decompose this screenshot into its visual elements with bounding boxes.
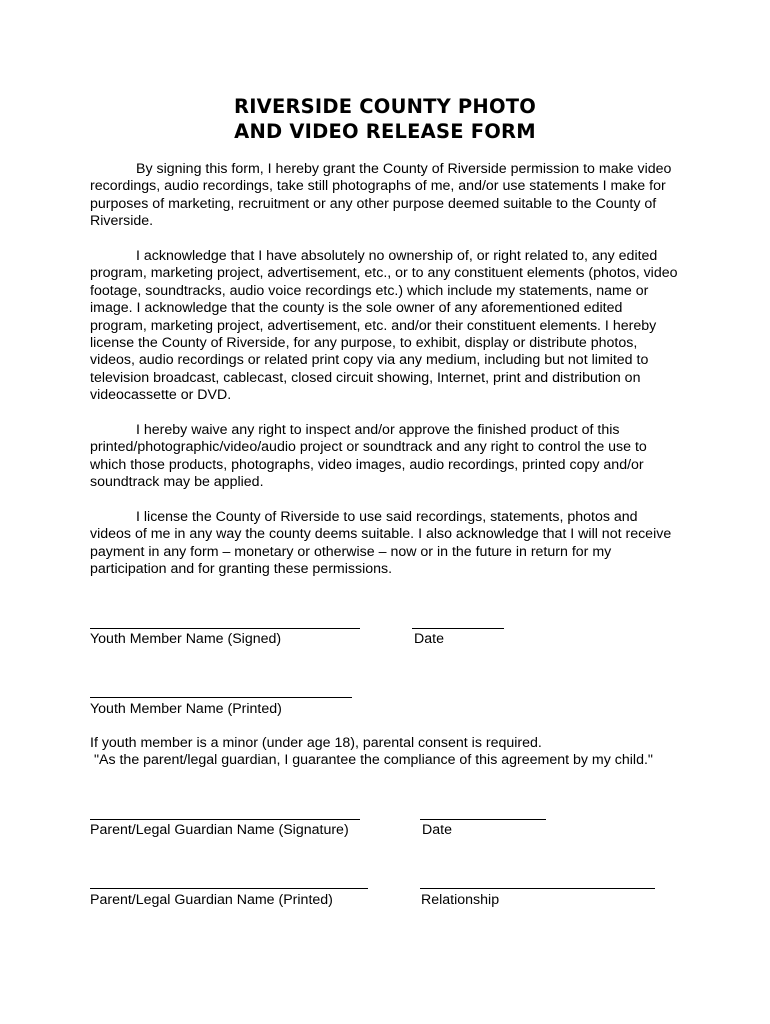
paragraph-acknowledge-text: I acknowledge that I have absolutely no ownership of, or right related to, any edited program, marketing project, advertisement, etc., or to any constituent elements (photos, video footage, soundtracks, audio voice recordings etc.) which include my statements, name or image. I acknowledge that the county is the sole owner of any aforementioned edited program, marketing project, advertisement, etc. and/or their constituent elements. I hereby license the County of Riverside, for any purpose, to exhibit, display or distribute photos, videos, audio recordings or related print copy via any medium, including but not limited to television broadcast, cablecast, closed circuit showing, Internet, print and distribution on videocassette or DVD. — [90, 248, 678, 404]
page-title — [0, 94, 770, 144]
consent-line-2: "As the parent/legal guardian, I guarantee the compliance of this agreement by my child." — [90, 752, 653, 769]
paragraph-license-text: I license the County of Riverside to use said recordings, statements, photos and videos of me in any way the county deems suitable. I also acknowledge that I will not receive payment in any form – monetary or otherwise – now or in the future in return for my participation and for granting these permissions. — [90, 509, 672, 578]
paragraph-grant — [90, 161, 682, 231]
youth-signed-label: Youth Member Name (Signed) — [90, 631, 282, 647]
paragraph-grant-text: By signing this form, I hereby grant the County of Riverside permission to make video recordings, audio recordings, take still photographs of me, and/or use statements I make for purposes of marketing, recruitment or any other purpose deemed suitable to the County of Riverside. — [90, 161, 672, 230]
youth-printed-line[interactable] — [90, 697, 352, 698]
paragraph-waive-text: I hereby waive any right to inspect and/or approve the finished product of this printed/photographic/video/audio project or soundtrack and any right to control the use to which those products, photographs, video images, audio recordings, printed copy and/or soundtrack may be applied. — [90, 422, 647, 491]
paragraph-acknowledge — [90, 248, 682, 405]
paragraph-waive — [90, 422, 682, 492]
title-line-1: RIVERSIDE COUNTY PHOTO — [233, 95, 536, 118]
date-line-2[interactable] — [420, 819, 546, 820]
relationship-label: Relationship — [421, 892, 500, 908]
parent-signature-line[interactable] — [90, 819, 360, 820]
consent-line-1: If youth member is a minor (under age 18), parental consent is required. — [90, 735, 542, 751]
relationship-line[interactable] — [420, 888, 655, 889]
parent-printed-label: Parent/Legal Guardian Name (Printed) — [90, 892, 333, 908]
paragraph-license — [90, 509, 682, 579]
parent-printed-line[interactable] — [90, 888, 368, 889]
date-label-2: Date — [422, 822, 452, 838]
title-line-2: AND VIDEO RELEASE FORM — [234, 120, 536, 143]
date-line-1[interactable] — [412, 628, 504, 629]
youth-printed-label: Youth Member Name (Printed) — [90, 701, 282, 717]
youth-signature-line[interactable] — [90, 628, 360, 629]
date-label-1: Date — [414, 631, 444, 647]
consent-text — [90, 735, 690, 770]
parent-signature-label: Parent/Legal Guardian Name (Signature) — [90, 822, 349, 838]
